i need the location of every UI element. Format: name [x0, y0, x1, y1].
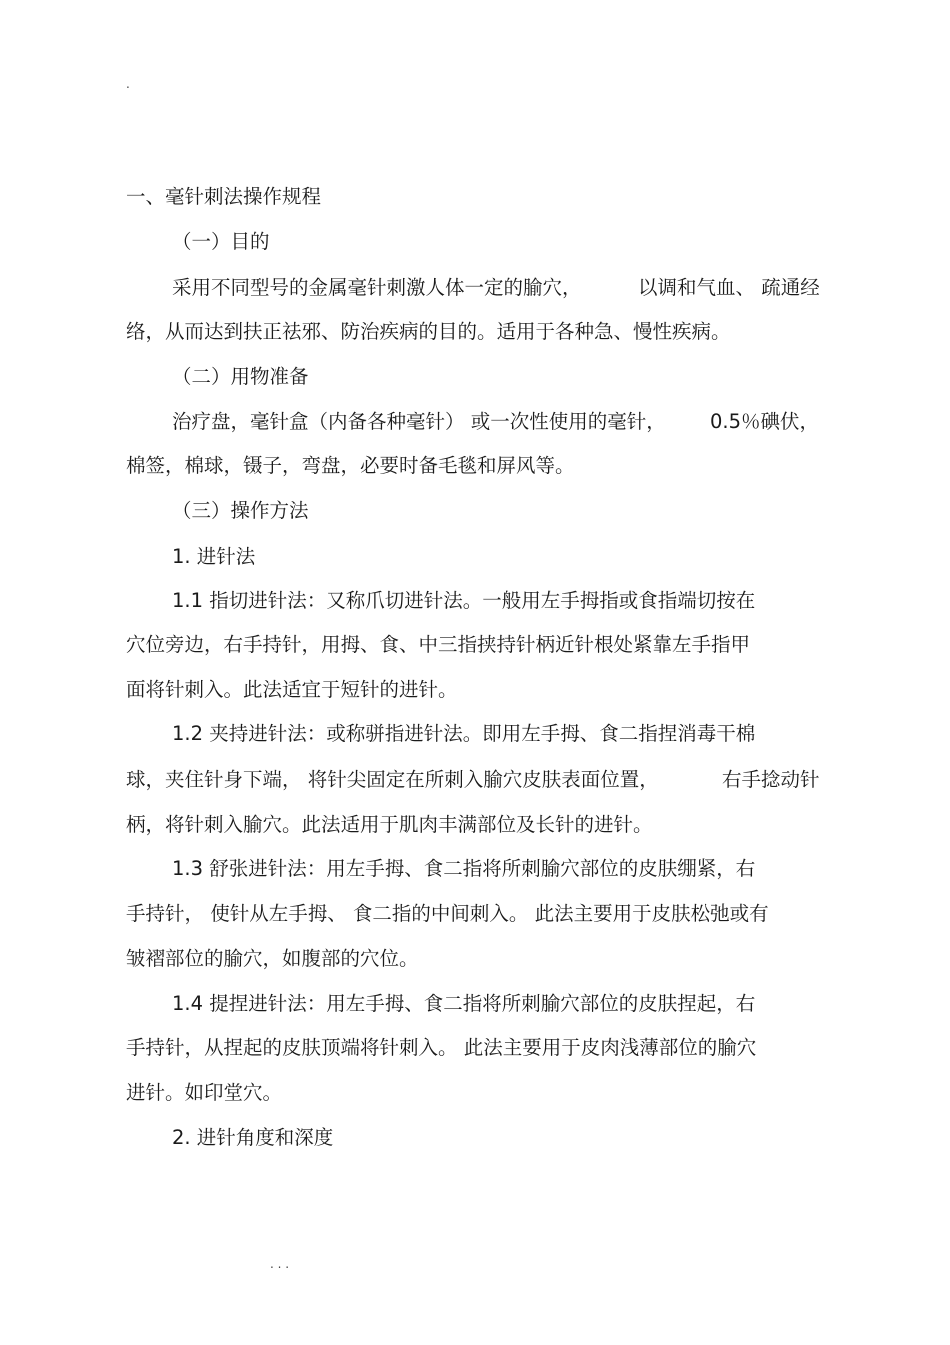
paragraph-line: 1.1 指切进针法：又称爪切进针法。一般用左手拇指或食指端切按在: [172, 589, 756, 612]
paragraph-line: 络，从而达到扶正祛邪、防治疾病的目的。适用于各种急、慢性疾病。: [126, 320, 731, 343]
paragraph-line: 棉签，棉球，镊子，弯盘，必要时备毛毯和屏风等。: [126, 454, 575, 477]
paragraph-line: 球，夹住针身下端， 将针尖固定在所刺入腧穴皮肤表面位置，: [126, 768, 659, 791]
paragraph-line: 穴位旁边，右手持针，用拇、食、中三指挟持针柄近针根处紧靠左手指甲: [126, 633, 751, 656]
paragraph-line: 手持针，从捏起的皮肤顶端将针刺入。 此法主要用于皮肉浅薄部位的腧穴: [126, 1036, 757, 1059]
header-mark: .: [126, 77, 130, 91]
paragraph-line: 手持针， 使针从左手拇、 食二指的中间刺入。 此法主要用于皮肤松弛或有: [126, 902, 769, 925]
footer-mark: . . .: [270, 1257, 290, 1271]
subheading-insertion: 1. 进针法: [172, 545, 256, 568]
paragraph-line: 1.3 舒张进针法：用左手拇、食二指将所刺腧穴部位的皮肤绷紧，右: [172, 857, 756, 880]
doc-title: 一、毫针刺法操作规程: [126, 185, 322, 208]
section-heading-materials: （二）用物准备: [172, 365, 309, 388]
paragraph-line: 采用不同型号的金属毫针刺激人体一定的腧穴，: [172, 276, 582, 299]
paragraph-line: 以调和气血、 疏通经: [638, 276, 820, 299]
section-heading-purpose: （一）目的: [172, 230, 270, 253]
paragraph-line: 1.2 夹持进针法：或称骈指进针法。即用左手拇、食二指捏消毒干棉: [172, 722, 756, 745]
paragraph-line: 右手捻动针: [722, 768, 820, 791]
paragraph-line: 皱褶部位的腧穴，如腹部的穴位。: [126, 947, 419, 970]
paragraph-line: 进针。如印堂穴。: [126, 1081, 283, 1104]
paragraph-line: 面将针刺入。此法适宜于短针的进针。: [126, 678, 458, 701]
section-heading-method: （三）操作方法: [172, 499, 309, 522]
paragraph-line: 治疗盘，毫针盒（内备各种毫针） 或一次性使用的毫针，: [172, 410, 666, 433]
paragraph-line: 0.5％碘伏，: [710, 410, 820, 433]
paragraph-line: 1.4 提捏进针法：用左手拇、食二指将所刺腧穴部位的皮肤捏起，右: [172, 992, 756, 1015]
paragraph-line: 柄，将针刺入腧穴。此法适用于肌肉丰满部位及长针的进针。: [126, 813, 653, 836]
subheading-angle-depth: 2. 进针角度和深度: [172, 1126, 334, 1149]
